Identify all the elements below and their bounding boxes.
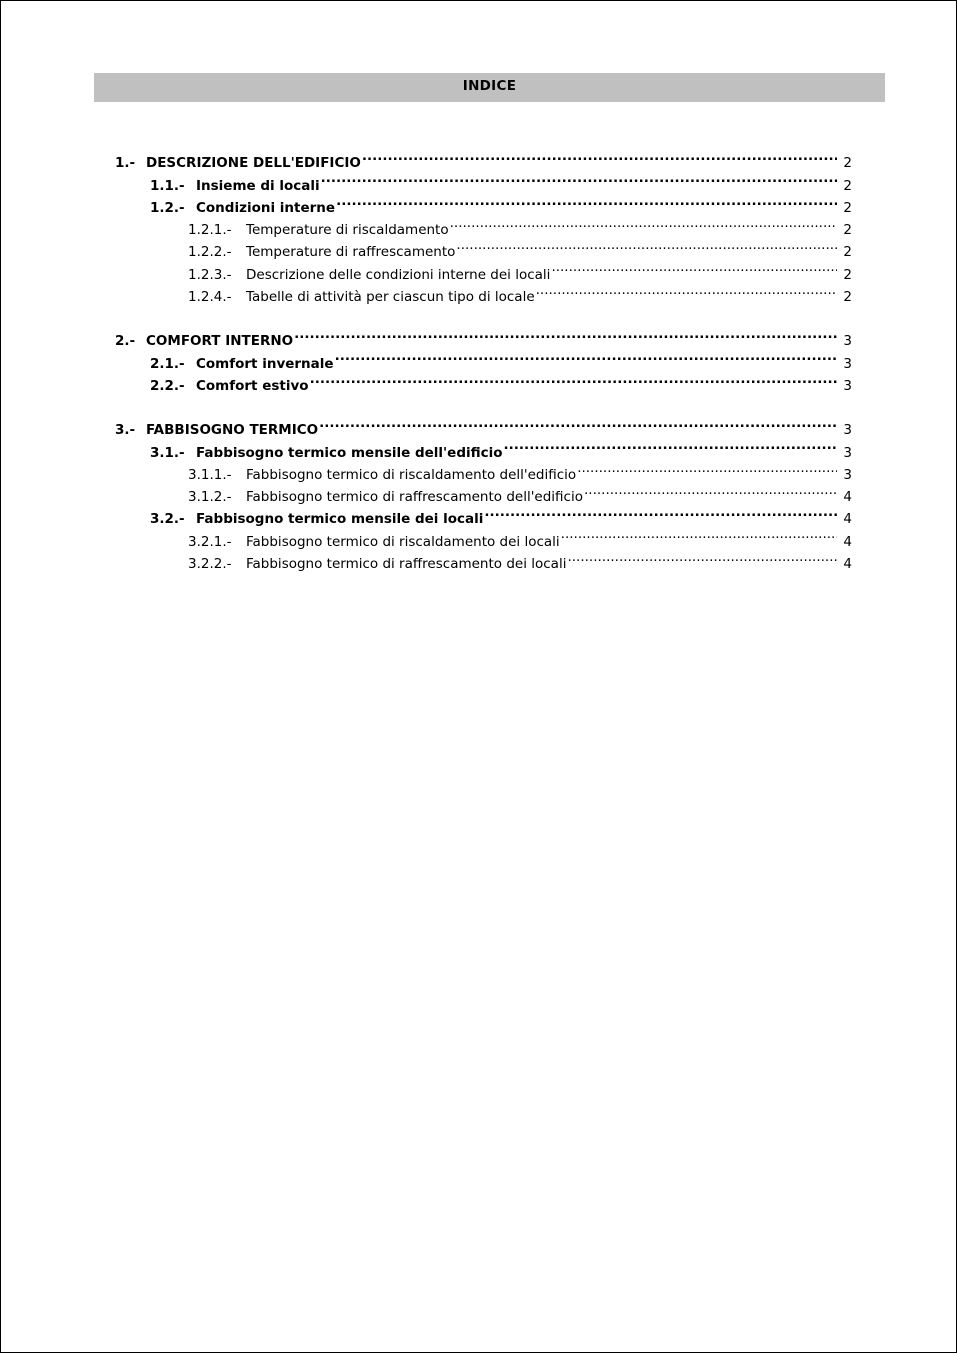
toc-entry-number: 3.2.1.-: [188, 533, 232, 550]
dot-leader: [567, 546, 837, 568]
dot-leader: [484, 501, 837, 523]
toc-entry-title: FABBISOGNO TERMICO: [146, 422, 319, 439]
toc-entry-number: 3.2.-: [150, 511, 185, 528]
toc-entry-page: 3: [843, 355, 852, 372]
toc-entry-number: 3.2.2.-: [188, 556, 232, 573]
toc-entry-title: Descrizione delle condizioni interne dei locali: [246, 266, 551, 283]
dot-leader: [584, 479, 837, 501]
toc-entry-page: 4: [843, 489, 852, 506]
toc-entry-2-2[interactable]: [150, 368, 852, 394]
dot-leader: [294, 323, 837, 345]
toc-entry-number: 1.-: [115, 155, 136, 172]
toc-entry-title: Fabbisogno termico mensile dei locali: [196, 511, 484, 528]
toc-entry-page: 3: [843, 422, 852, 439]
toc-entry-number: 2.2.-: [150, 377, 185, 394]
toc-entry-3[interactable]: [115, 412, 852, 439]
toc-entry-title: Temperature di raffrescamento: [246, 244, 456, 261]
toc-entry-page: 4: [843, 533, 852, 550]
toc-entry-2[interactable]: [115, 323, 852, 350]
toc-entry-3-2[interactable]: [150, 501, 852, 528]
toc-entry-2-1[interactable]: [150, 345, 852, 372]
toc-entry-page: 2: [843, 177, 852, 194]
toc-entry-number: 3.1.2.-: [188, 489, 232, 506]
toc-entry-page: 2: [843, 244, 852, 261]
table-of-contents: [1, 145, 956, 590]
toc-entry-title: Fabbisogno termico mensile dell'edificio: [196, 444, 503, 461]
toc-entry-1-2-4[interactable]: [188, 279, 852, 306]
toc-entry-number: 1.1.-: [150, 177, 185, 194]
toc-entry-title: Temperature di riscaldamento: [246, 222, 449, 239]
toc-entry-page: 4: [843, 556, 852, 573]
toc-entry-1-2-3[interactable]: [188, 256, 852, 283]
dot-leader: [336, 190, 837, 212]
toc-entry-number: 2.1.-: [150, 355, 185, 372]
dot-leader: [456, 234, 837, 256]
toc-entry-page: 3: [843, 466, 852, 483]
toc-entry-1-2[interactable]: [150, 190, 852, 216]
dot-leader: [335, 345, 837, 367]
toc-entry-number: 1.2.1.-: [188, 222, 232, 239]
toc-entry-3-2-1[interactable]: [188, 523, 852, 550]
toc-entry-title: Insieme di locali: [196, 177, 320, 194]
toc-entry-page: 2: [843, 155, 852, 172]
toc-entry-title: Fabbisogno termico di raffrescamento dei locali: [246, 556, 567, 573]
toc-section-3: [1, 412, 956, 573]
toc-entry-number: 3.-: [115, 422, 136, 439]
toc-entry-number: 1.2.4.-: [188, 289, 232, 306]
toc-entry-page: 3: [843, 444, 852, 461]
toc-entry-number: 1.2.3.-: [188, 266, 232, 283]
toc-section-1: [1, 145, 956, 306]
dot-leader: [310, 368, 837, 390]
toc-entry-title: Fabbisogno termico di riscaldamento dei locali: [246, 533, 560, 550]
dot-leader: [577, 457, 837, 479]
toc-entry-title: Fabbisogno termico di raffrescamento dell'edificio: [246, 489, 583, 506]
toc-entry-page: 3: [843, 333, 852, 350]
toc-entry-title: Comfort estivo: [196, 377, 309, 394]
dot-leader: [536, 279, 837, 301]
toc-entry-3-1-2[interactable]: [188, 479, 852, 506]
toc-entry-number: 2.-: [115, 333, 136, 350]
toc-entry-1-1[interactable]: [150, 167, 852, 194]
toc-entry-title: Condizioni interne: [196, 199, 336, 216]
toc-entry-1-2-1[interactable]: [188, 212, 852, 239]
dot-leader: [450, 212, 837, 234]
toc-entry-number: 3.1.1.-: [188, 466, 232, 483]
toc-entry-title: COMFORT INTERNO: [146, 333, 294, 350]
toc-entry-page: 4: [843, 511, 852, 528]
toc-entry-number: 1.2.-: [150, 199, 185, 216]
toc-entry-3-2-2[interactable]: [188, 546, 852, 573]
toc-entry-1-2-2[interactable]: [188, 234, 852, 261]
toc-entry-page: 3: [843, 377, 852, 394]
dot-leader: [319, 412, 837, 434]
toc-entry-page: 2: [843, 266, 852, 283]
toc-entry-3-1[interactable]: [150, 434, 852, 461]
toc-section-2: [1, 323, 956, 394]
dot-leader: [561, 523, 837, 545]
toc-entry-number: 1.2.2.-: [188, 244, 232, 261]
toc-entry-1[interactable]: [115, 145, 852, 172]
toc-entry-title: Fabbisogno termico di riscaldamento dell'edificio: [246, 466, 577, 483]
dot-leader: [321, 167, 837, 189]
toc-entry-page: 2: [843, 199, 852, 216]
toc-entry-3-1-1[interactable]: [188, 457, 852, 483]
toc-entry-page: 2: [843, 289, 852, 306]
toc-entry-title: DESCRIZIONE DELL'EDIFICIO: [146, 155, 361, 172]
dot-leader: [504, 434, 837, 456]
toc-entry-title: Tabelle di attività per ciascun tipo di locale: [246, 289, 535, 306]
toc-entry-page: 2: [843, 222, 852, 239]
dot-leader: [362, 145, 837, 167]
toc-entry-title: Comfort invernale: [196, 355, 334, 372]
page-title: INDICE: [94, 73, 885, 102]
toc-entry-number: 3.1.-: [150, 444, 185, 461]
dot-leader: [551, 256, 837, 278]
